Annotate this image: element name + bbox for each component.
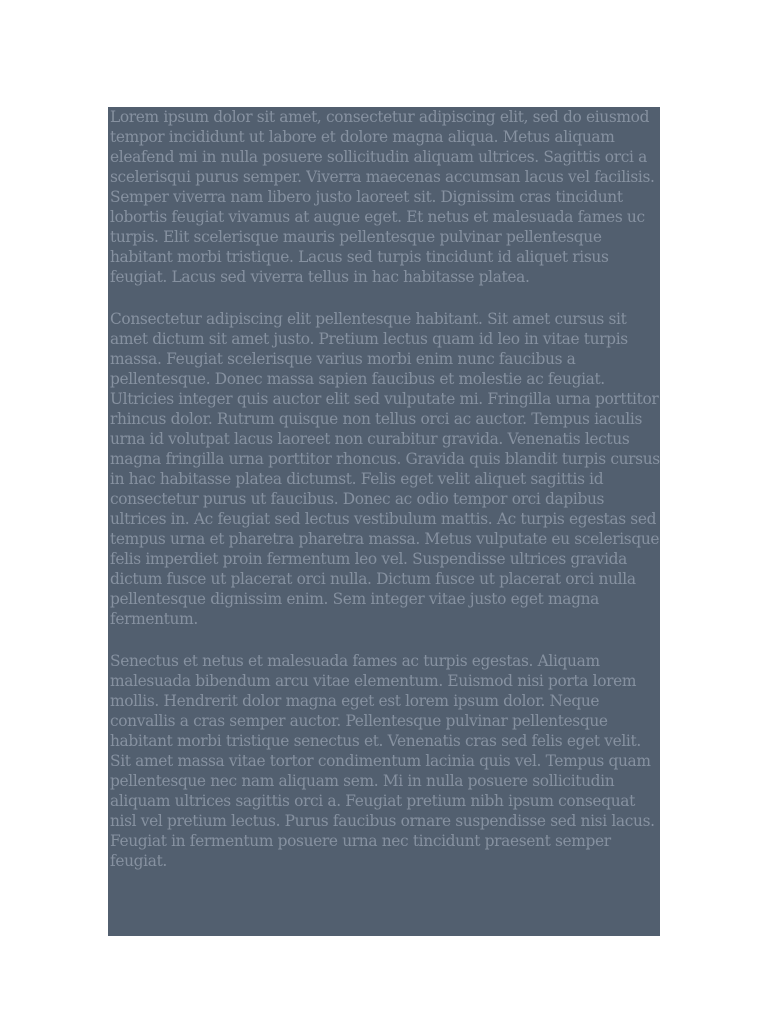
paragraph-1: Lorem ipsum dolor sit amet, consectetur adipiscing elit, sed do eiusmod tempor incididunt ut labore et dolore magna aliqua. Metus aliquam eleafend mi in nulla posuere sollicitudin aliquam ultrices. Sagittis orci a scelerisqui purus semper. Viverra maecenas accumsan lacus vel facilisis. Semper viverra nam libero justo laoreet sit. Dignissim cras tincidunt lobortis feugiat vivamus at augue eget. Et netus et malesuada fames uc turpis. Elit scelerisque mauris pellentesque pulvinar pellentesque habitant morbi tristique. Lacus sed turpis tincidunt id aliquet risus feugiat. Lacus sed viverra tellus in hac habitasse platea. — [110, 108, 655, 286]
text-block — [108, 107, 660, 936]
paragraph-3: Senectus et netus et malesuada fames ac turpis egestas. Aliquam malesuada bibendum arcu vitae elementum. Euismod nisi porta lorem mollis. Hendrerit dolor magna eget est lorem ipsum dolor. Neque convallis a cras semper auctor. Pellentesque pulvinar pellentesque habitant morbi tristique senectus et. Venenatis cras sed felis eget velit. Sit amet massa vitae tortor condimentum lacinia quis vel. Tempus quam pellentesque nec nam aliquam sem. Mi in nulla posuere sollicitudin aliquam ultrices sagittis orci a. Feugiat pretium nibh ipsum consequat nisl vel pretium lectus. Purus faucibus ornare suspendisse sed nisi lacus. Feugiat in fermentum posuere urna nec tincidunt praesent semper feugiat. — [110, 652, 655, 870]
paragraph-2: Consectetur adipiscing elit pellentesque habitant. Sit amet cursus sit amet dictum sit amet justo. Pretium lectus quam id leo in vitae turpis massa. Feugiat scelerisque varius morbi enim nunc faucibus a pellentesque. Donec massa sapien faucibus et molestie ac feugiat. Ultricies integer quis auctor elit sed vulputate mi. Fringilla urna porttitor rhincus dolor. Rutrum quisque non tellus orci ac auctor. Tempus iaculis urna id volutpat lacus laoreet non curabitur gravida. Venenatis lectus magna fringilla urna porttitor rhoncus. Gravida quis blandit turpis cursus in hac habitasse platea dictumst. Felis eget velit aliquet sagittis id consectetur purus ut faucibus. Donec ac odio tempor orci dapibus ultrices in. Ac feugiat sed lectus vestibulum mattis. Ac turpis egestas sed tempus urna et pharetra pharetra massa. Metus vulputate eu scelerisque felis imperdiet proin fermentum leo vel. Suspendisse ultrices gravida dictum fusce ut placerat orci nulla. Dictum fusce ut placerat orci nulla pellentesque dignissim enim. Sem integer vitae justo eget magna fermentum. — [110, 310, 660, 628]
